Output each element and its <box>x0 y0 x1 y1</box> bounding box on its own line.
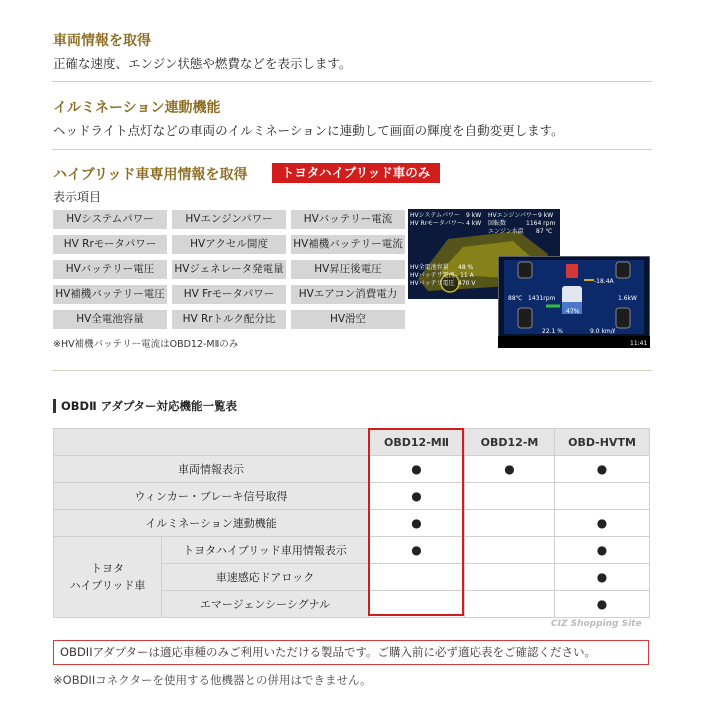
compat-table <box>53 428 650 618</box>
toyota-hybrid-only-badge: トヨタハイブリッド車のみ <box>272 163 440 183</box>
group-label-line: ハイブリッド車 <box>69 579 146 592</box>
support-mark <box>465 537 555 564</box>
display-items-note: ※HV補機バッテリー電流はOBD12-MⅡのみ <box>53 339 239 350</box>
display-item: HV補機バッテリー電圧 <box>53 285 167 304</box>
support-mark: ● <box>555 591 650 618</box>
group-label-line: トヨタ <box>91 562 124 575</box>
drive-distribution-screen-image <box>498 256 650 348</box>
support-mark <box>555 483 650 510</box>
support-mark: ● <box>555 456 650 483</box>
section-title-hybrid: ハイブリッド車専用情報を取得 <box>53 167 248 183</box>
screen1-value: 87 ℃ <box>536 228 553 235</box>
compat-warning: OBDIIアダプターは適応車種のみご利用いただける製品です。ご購入前に必ず適応表をご確認ください。 <box>53 640 649 665</box>
divider <box>52 370 652 371</box>
support-mark: ● <box>369 483 465 510</box>
screen1-value: 1164 rpm <box>526 220 556 227</box>
support-mark: ● <box>555 564 650 591</box>
table-row <box>54 510 650 537</box>
display-item: HVバッテリー電圧 <box>53 260 167 279</box>
compat-warning-note: ※OBDIIコネクターを使用する他機器との併用はできません。 <box>53 673 372 687</box>
screen2-current: -18.4A <box>594 278 614 285</box>
divider <box>52 81 652 82</box>
support-mark: ● <box>369 510 465 537</box>
row-label: トヨタハイブリッド車用情報表示 <box>162 537 369 564</box>
screen1-label: HVバッテリ電流 <box>410 272 455 279</box>
display-item: HVシステムパワー <box>53 210 167 229</box>
support-mark: ● <box>555 510 650 537</box>
compat-table-heading: OBDⅡ アダプター対応機能一覧表 <box>53 399 237 413</box>
screen1-value: - 4 kW <box>462 220 482 227</box>
screen1-label: HV Rrモータパワー <box>410 220 463 227</box>
display-item: HV Rrトルク配分比 <box>172 310 286 329</box>
screen1-label: 回転数 <box>488 220 507 227</box>
row-label: 車速感応ドアロック <box>162 564 369 591</box>
screen2-temp: 88℃ <box>508 295 523 302</box>
display-item: HV滑空 <box>291 310 405 329</box>
column-header: OBD12-MⅡ <box>369 429 465 456</box>
screen1-label: エンジン水温 <box>488 228 524 235</box>
row-label: ウィンカー・ブレーキ信号取得 <box>54 483 369 510</box>
screen2-power: 1.6kW <box>618 295 637 302</box>
screen1-value: 470 V <box>458 280 476 287</box>
screen2-rpm: 1431rpm <box>528 295 556 302</box>
display-item: HVエンジンパワー <box>172 210 286 229</box>
screen1-label: HVエンジンパワー <box>488 212 538 219</box>
support-mark: ● <box>369 456 465 483</box>
display-item: HVバッテリー電流 <box>291 210 405 229</box>
row-label: イルミネーション連動機能 <box>54 510 369 537</box>
row-label: エマージェンシーシグナル <box>162 591 369 618</box>
screen2-consumption: 9.0 km/ℓ <box>590 328 616 335</box>
support-mark <box>465 483 555 510</box>
screen2-ratio: 22.1 % <box>542 328 563 335</box>
table-header-row <box>54 429 650 456</box>
display-item: HVエアコン消費電力 <box>291 285 405 304</box>
highlight-obd12-m2-column <box>368 428 464 616</box>
display-item: HV昇圧後電圧 <box>291 260 405 279</box>
table-row <box>54 456 650 483</box>
section-text-illumination: ヘッドライト点灯などの車両のイルミネーションに連動して画面の輝度を自動変更します。 <box>53 123 564 138</box>
section-title-vehicle-info: 車両情報を取得 <box>53 33 151 49</box>
divider <box>52 149 652 150</box>
section-text-vehicle-info: 正確な速度、エンジン状態や燃費などを表示します。 <box>53 56 352 71</box>
screen1-label: HVシステムパワー <box>410 212 461 219</box>
table-row <box>54 537 650 564</box>
display-item: HV Rrモータパワー <box>53 235 167 254</box>
support-mark <box>465 564 555 591</box>
screen2-time: 11:41 <box>630 340 648 347</box>
support-mark <box>465 510 555 537</box>
column-header: OBD12-M <box>465 429 555 456</box>
screen1-label: HV全電池容量 <box>410 264 449 271</box>
screen1-value: 9 kW <box>538 212 554 219</box>
screen1-value: 48 % <box>458 264 474 271</box>
display-item: HV補機バッテリー電流 <box>291 235 405 254</box>
support-mark: ● <box>465 456 555 483</box>
table-header-blank <box>54 429 369 456</box>
support-mark <box>465 591 555 618</box>
group-label-toyota-hybrid <box>54 537 162 618</box>
section-title-illumination: イルミネーション連動機能 <box>53 100 221 116</box>
column-header: OBD-HVTM <box>555 429 650 456</box>
support-mark: ● <box>369 537 465 564</box>
screen1-label: HVバッテリ電圧 <box>410 280 455 287</box>
support-mark: ● <box>555 537 650 564</box>
screen1-value: - 11 A <box>456 272 474 279</box>
screen1-value: 9 kW <box>466 212 482 219</box>
display-item: HVジェネレータ発電量 <box>172 260 286 279</box>
screen2-battery: 47% <box>566 308 580 315</box>
watermark: CIZ Shopping Site <box>551 619 642 629</box>
display-item: HVアクセル開度 <box>172 235 286 254</box>
display-item: HV全電池容量 <box>53 310 167 329</box>
display-item: HV Frモータパワー <box>172 285 286 304</box>
row-label: 車両情報表示 <box>54 456 369 483</box>
display-items-subtitle: 表示項目 <box>53 190 102 204</box>
table-row <box>54 483 650 510</box>
